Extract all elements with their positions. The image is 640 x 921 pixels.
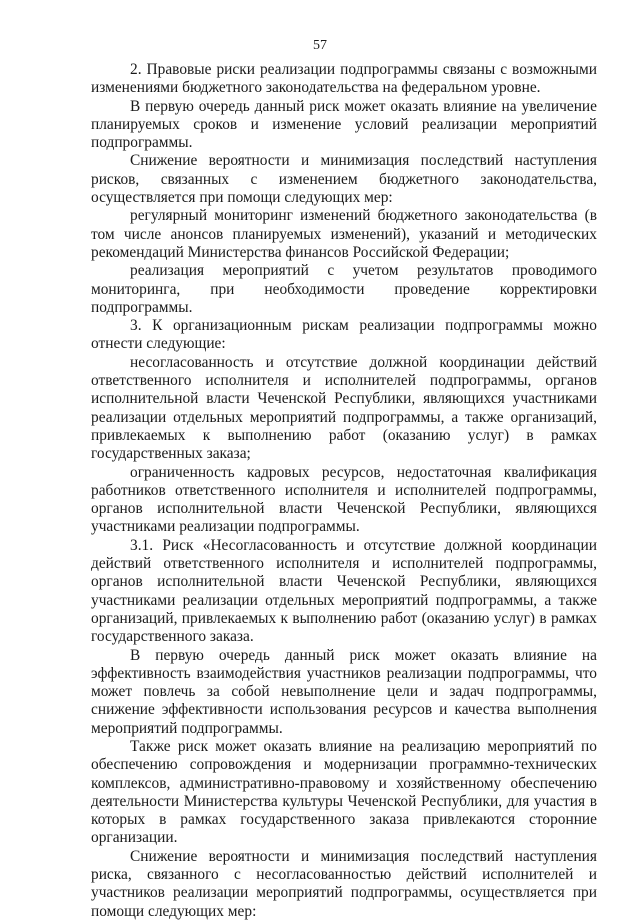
paragraph-measure-monitoring: регулярный мониторинг изменений бюджетного законодательства (в том числе анонсов планируемых изменений), указаний и методических рекомендаций Министерства финансов Российской Федерации;: [91, 207, 597, 261]
paragraph-risk-3-1: 3.1. Риск «Несогласованность и отсутствие должной координации действий ответственного исполнителя и исполнителей подпрограммы, органов исполнительной власти Чеченской Республики, являющихся участниками реализации отдельных мероприятий подпрограммы, а также организаций, привлекаемых к выполнению работ (оказанию услуг) в рамках государственного заказа.: [91, 536, 597, 646]
paragraph-risk-staffing: ограниченность кадровых ресурсов, недостаточная квалификация работников ответственного исполнителя и исполнителей подпрограммы, органов исполнительной власти Чеченской Республики, являющихся участниками реализации подпрограммы.: [91, 463, 597, 536]
paragraph-risk-3-1-impact: В первую очередь данный риск может оказать влияние на эффективность взаимодействия участников реализации подпрограммы, что может повлечь за собой невыполнение цели и задач подпрограммы, снижение эффективности использования ресурсов и качества выполнения мероприятий подпрограммы.: [91, 646, 597, 737]
paragraph-legal-risk-mitigation: Снижение вероятности и минимизация последствий наступления рисков, связанных с изменением бюджетного законодательства, осуществляется при помощи следующих мер:: [91, 152, 597, 207]
page-number: 57: [313, 38, 327, 53]
paragraph-measure-adjustment: реализация мероприятий с учетом результатов проводимого мониторинга, при необходимости проведение корректировки подпрограммы.: [91, 262, 597, 316]
document-body: [91, 61, 597, 921]
paragraph-risk-3-1-additional-impact: Также риск может оказать влияние на реализацию мероприятий по обеспечению сопровождения и модернизации программно-технических комплексов, административно-правовому и хозяйственному обеспечению деятельности Министерства культуры Чеченской Республики, для участия в которых в рамках государственного заказа привлекаются сторонние организации.: [91, 737, 597, 847]
paragraph-organizational-risks: 3. К организационным рискам реализации подпрограммы можно отнести следующие:: [91, 317, 597, 353]
paragraph-risk-3-1-mitigation: Снижение вероятности и минимизация последствий наступления риска, связанного с несогласованностью действий исполнителей и участников реализации мероприятий подпрограммы, осуществляется при помощи следующих мер:: [91, 847, 597, 920]
paragraph-risk-coordination: несогласованность и отсутствие должной координации действий ответственного исполнителя и исполнителей подпрограммы, органов исполнительной власти Чеченской Республики, являющихся участниками реализации отдельных мероприятий подпрограммы, а также организаций, привлекаемых к выполнению работ (оказанию услуг) в рамках государственных заказа;: [91, 353, 597, 463]
paragraph-legal-risk-impact: В первую очередь данный риск может оказать влияние на увеличение планируемых сроков и изменение условий реализации мероприятий подпрограммы.: [91, 97, 597, 152]
paragraph-legal-risks: 2. Правовые риски реализации подпрограммы связаны с возможными изменениями бюджетного законодательства на федеральном уровне.: [91, 61, 597, 97]
